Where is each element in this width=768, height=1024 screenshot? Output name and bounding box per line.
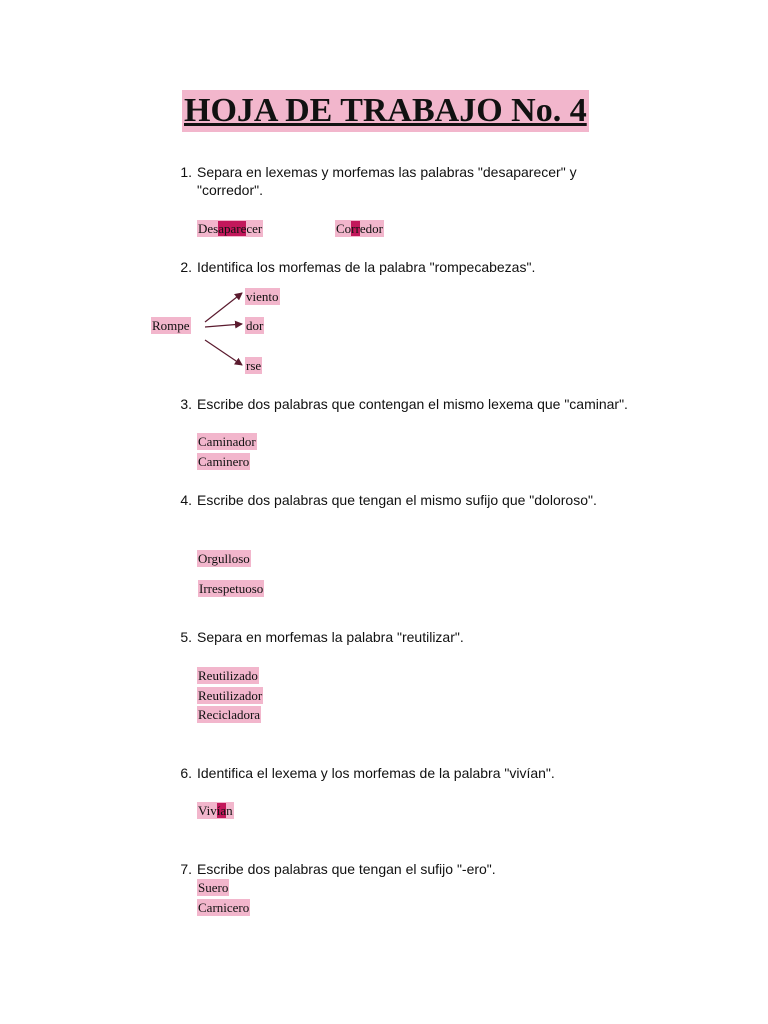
answer-word: Recicladora: [198, 707, 261, 722]
page-title: HOJA DE TRABAJO No. 4: [182, 90, 589, 132]
answer-branch: viento: [246, 289, 279, 304]
answer-segment: n: [226, 803, 233, 818]
answer-word: Carnicero: [198, 900, 250, 915]
question-7-text: Escribe dos palabras que tengan el sufijo "-ero".: [197, 861, 496, 877]
question-1-text: Separa en lexemas y morfemas las palabras "desaparecer" y "corredor".: [197, 164, 577, 198]
answer-word: Reutilizado: [198, 668, 258, 683]
answer-segment-highlight: apare: [218, 221, 247, 236]
question-4-text: Escribe dos palabras que tengan el mismo sufijo que "doloroso".: [197, 492, 597, 508]
question-2-text: Identifica los morfemas de la palabra "rompecabezas".: [197, 259, 536, 275]
question-5-text: Separa en morfemas la palabra "reutilizar".: [197, 629, 464, 645]
answer-segment: cer: [246, 221, 263, 236]
question-7-number: 7.: [180, 861, 192, 877]
answer-branch: dor: [246, 318, 264, 333]
answer-segment-highlight: rr: [351, 221, 360, 236]
question-5-number: 5.: [180, 629, 192, 645]
answer-word: Orgulloso: [198, 551, 250, 566]
answer-root-word: Rompe: [152, 318, 190, 333]
answer-word: Caminador: [198, 434, 256, 449]
answer-corredor: [335, 220, 384, 237]
question-6-text: Identifica el lexema y los morfemas de la palabra "vivían".: [197, 765, 555, 781]
answer-segment-highlight: ía: [216, 803, 227, 818]
arrow-diagram: [195, 285, 255, 370]
question-3-number: 3.: [180, 396, 192, 412]
question-2-number: 2.: [180, 259, 192, 275]
answer-segment: Co: [336, 221, 352, 236]
arrow-line: [205, 324, 242, 327]
answer-segment: Des: [198, 221, 219, 236]
arrow-line: [205, 293, 242, 322]
arrow-line: [205, 340, 242, 365]
answer-word: Caminero: [198, 454, 250, 469]
question-3-text: Escribe dos palabras que contengan el mismo lexema que "caminar".: [197, 396, 628, 412]
answer-branch: rse: [246, 358, 262, 373]
answer-segment: Viv: [198, 803, 217, 818]
question-4-number: 4.: [180, 492, 192, 508]
question-1-number: 1.: [180, 164, 192, 180]
answer-vivian: [197, 802, 234, 819]
answer-word: Irrespetuoso: [199, 581, 264, 596]
answer-desaparecer: [197, 220, 263, 237]
answer-word: Reutilizador: [198, 688, 263, 703]
answer-segment: edor: [359, 221, 383, 236]
question-6-number: 6.: [180, 765, 192, 781]
answer-word: Suero: [198, 880, 229, 895]
